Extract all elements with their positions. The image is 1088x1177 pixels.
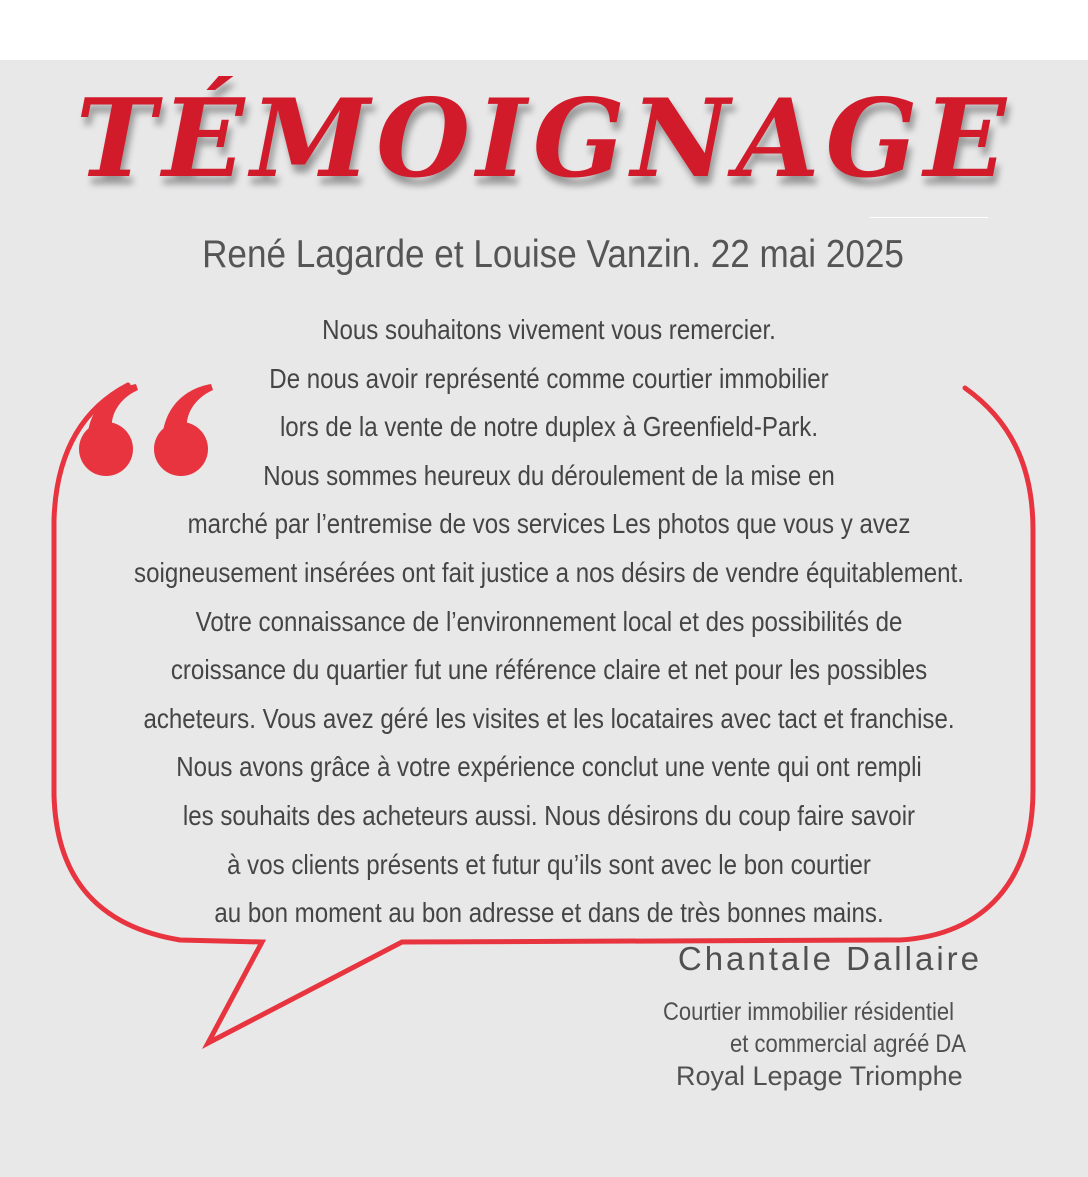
testimonial-line: Nous sommes heureux du déroulement de la mise en <box>263 459 835 491</box>
testimonial-line: Nous souhaitons vivement vous remercier. <box>322 314 776 345</box>
testimonial-author-date: René Lagarde et Louise Vanzin. 22 mai 2025 <box>202 233 904 276</box>
signature-role-line-2: et commercial agréé DA <box>730 1030 966 1058</box>
signature-name: Chantale Dallaire <box>677 940 982 977</box>
signature-role-line-1: Courtier immobilier résidentiel <box>663 998 954 1026</box>
testimonial-line: soigneusement insérées ont fait justice a nos désirs de vendre équitablement. <box>134 556 964 588</box>
page-title: TÉMOIGNAGE <box>75 76 1013 202</box>
testimonial-line: Nous avons grâce à votre expérience conclut une vente qui ont rempli <box>176 751 922 783</box>
testimonial-line: Votre connaissance de l’environnement local et des possibilités de <box>195 605 903 637</box>
testimonial-line: au bon moment au bon adresse et dans de très bonnes mains. <box>214 897 884 929</box>
signature-agency: Royal Lepage Triomphe <box>676 1061 963 1091</box>
testimonial-line: De nous avoir représenté comme courtier immobilier <box>269 362 829 394</box>
testimonial-line: acheteurs. Vous avez géré les visites et les locataires avec tact et franchise. <box>143 702 955 734</box>
testimonial-line: à vos clients présents et futur qu’ils sont avec le bon courtier <box>227 848 871 880</box>
testimonial-line: lors de la vente de notre duplex à Greenfield-Park. <box>279 411 819 443</box>
testimonial-line: marché par l’entremise de vos services Les photos que vous y avez <box>187 508 911 540</box>
testimonial-text <box>77 306 1021 938</box>
title-divider <box>870 217 988 218</box>
testimonial-line: croissance du quartier fut une référence claire et net pour les possibles <box>170 654 928 686</box>
testimonial-line: les souhaits des acheteurs aussi. Nous désirons du coup faire savoir <box>182 799 916 831</box>
